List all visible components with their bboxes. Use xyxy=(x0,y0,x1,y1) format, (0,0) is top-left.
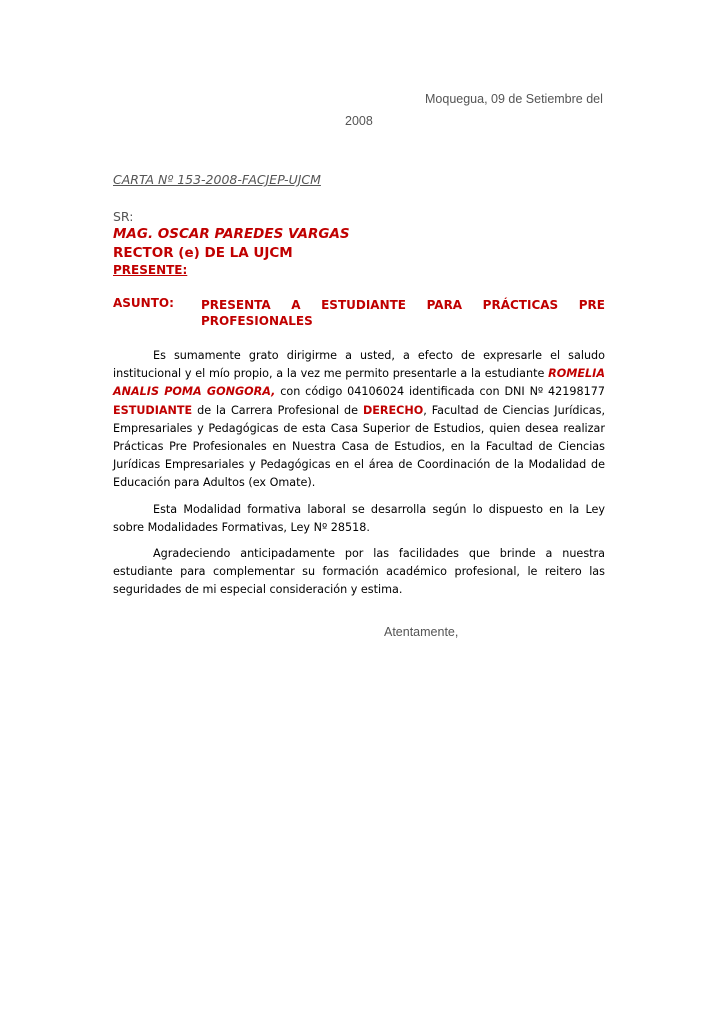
body-paragraph-3 xyxy=(113,545,605,600)
subject-line1: PRESENTA A ESTUDIANTE PARA PRÁCTICAS PRE xyxy=(201,298,605,312)
p1-text-d: , Facultad de Ciencias Jurídicas, Empresariales y Pedagógicas de esta Casa Superior de Estudios, quien desea realizar Prácticas Pre Profesionales en Nuestra Casa de Estudios, en la Facultad de Ciencias Jurídicas Empresariales y Pedagógicas en el área de Coordinación de la Modalidad de Educación para Adultos (ex Omate). xyxy=(113,403,606,490)
estudiante-label: ESTUDIANTE xyxy=(113,403,193,417)
body-paragraph-1 xyxy=(113,347,605,493)
p1-text-b: con código 04106024 identificada con DNI Nº 42198177 xyxy=(280,385,605,399)
recipient-name: MAG. OSCAR PAREDES VARGAS xyxy=(113,226,350,242)
p2-text: Esta Modalidad formativa laboral se desarrolla según lo dispuesto en la Ley sobre Modalidades Formativas, Ley Nº 28518. xyxy=(113,503,605,535)
recipient-title: RECTOR (e) DE LA UJCM xyxy=(113,245,293,261)
subject-line2: PROFESIONALES xyxy=(201,314,313,328)
letter-reference: CARTA Nº 153-2008-FACJEP-UJCM xyxy=(113,172,321,187)
student-name: ROMELIA ANALIS POMA GONGORA, xyxy=(113,367,605,399)
p3-text: Agradeciendo anticipadamente por las facilidades que brinde a nuestra estudiante para complementar su formación académico profesional, le reitero las seguridades de mi especial consideración y estima. xyxy=(113,547,605,597)
p1-text-a: Es sumamente grato dirigirme a usted, a efecto de expresarle el saludo institucional y el mío propio, a la vez me permito presentarle a la estudiante xyxy=(113,349,605,381)
presente-label: PRESENTE: xyxy=(113,263,188,277)
subject-label: ASUNTO: xyxy=(113,296,174,310)
salutation: SR: xyxy=(113,209,134,224)
career-name: DERECHO xyxy=(362,403,424,417)
closing: Atentamente, xyxy=(384,625,459,639)
p1-text-c: de la Carrera Profesional de xyxy=(197,403,358,417)
date-year: 2008 xyxy=(345,114,373,128)
date-line: Moquegua, 09 de Setiembre del xyxy=(425,92,603,106)
body-paragraph-2 xyxy=(113,501,605,537)
